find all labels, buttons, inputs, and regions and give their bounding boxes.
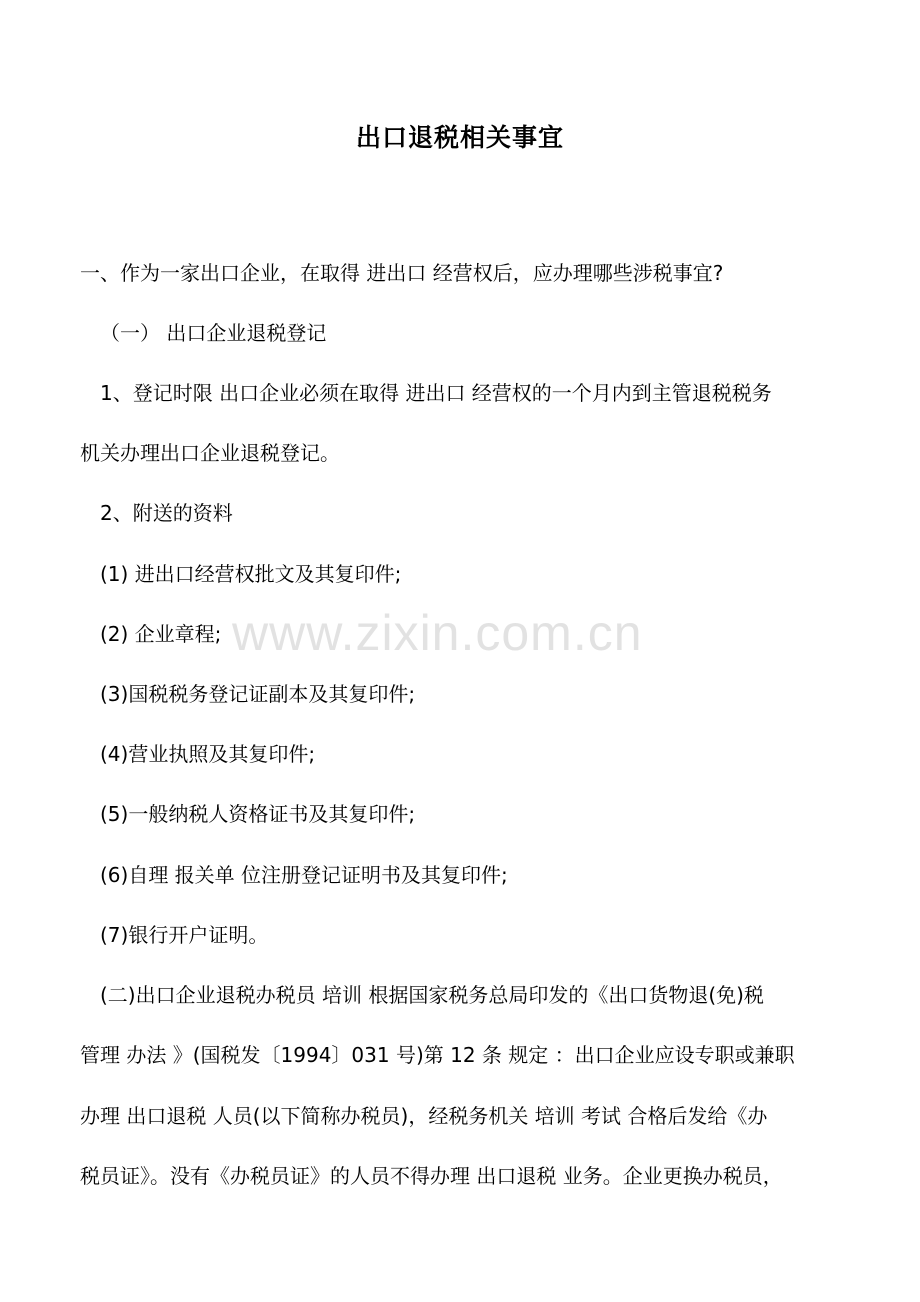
watermark: www.zixin.com.cn	[232, 605, 643, 661]
paragraph-line: （一） 出口企业退税登记	[100, 321, 327, 345]
document-title: 出口退税相关事宜	[355, 123, 564, 152]
paragraph-line: 1、登记时限 出口企业必须在取得 进出口 经营权的一个月内到主管退税税务	[100, 381, 772, 405]
list-item: (3)国税税务登记证副本及其复印件;	[100, 682, 416, 706]
paragraph-line: 办理 出口退税 人员(以下简称办税员)，经税务机关 培训 考试 合格后发给《办	[80, 1104, 768, 1128]
paragraph-line: (二)出口企业退税办税员 培训 根据国家税务总局印发的《出口货物退(免)税	[100, 983, 764, 1007]
paragraph-line: 2、附送的资料	[100, 501, 233, 525]
list-item: (1) 进出口经营权批文及其复印件;	[100, 562, 402, 586]
paragraph-line: 一、作为一家出口企业，在取得 进出口 经营权后，应办理哪些涉税事宜?	[80, 261, 724, 285]
list-item: (2) 企业章程;	[100, 622, 222, 646]
list-item: (4)营业执照及其复印件;	[100, 742, 316, 766]
paragraph-line: 机关办理出口企业退税登记。	[80, 441, 340, 465]
list-item: (5)一般纳税人资格证书及其复印件;	[100, 802, 416, 826]
list-item: (7)银行开户证明。	[100, 923, 269, 947]
paragraph-line: 税员证》。没有《办税员证》的人员不得办理 出口退税 业务。企业更换办税员，	[80, 1164, 783, 1188]
paragraph-line: 管理 办法 》(国税发〔1994〕031 号)第 12 条 规定 ：出口企业应设专职或兼职	[80, 1043, 795, 1067]
list-item: (6)自理 报关单 位注册登记证明书及其复印件;	[100, 863, 508, 887]
